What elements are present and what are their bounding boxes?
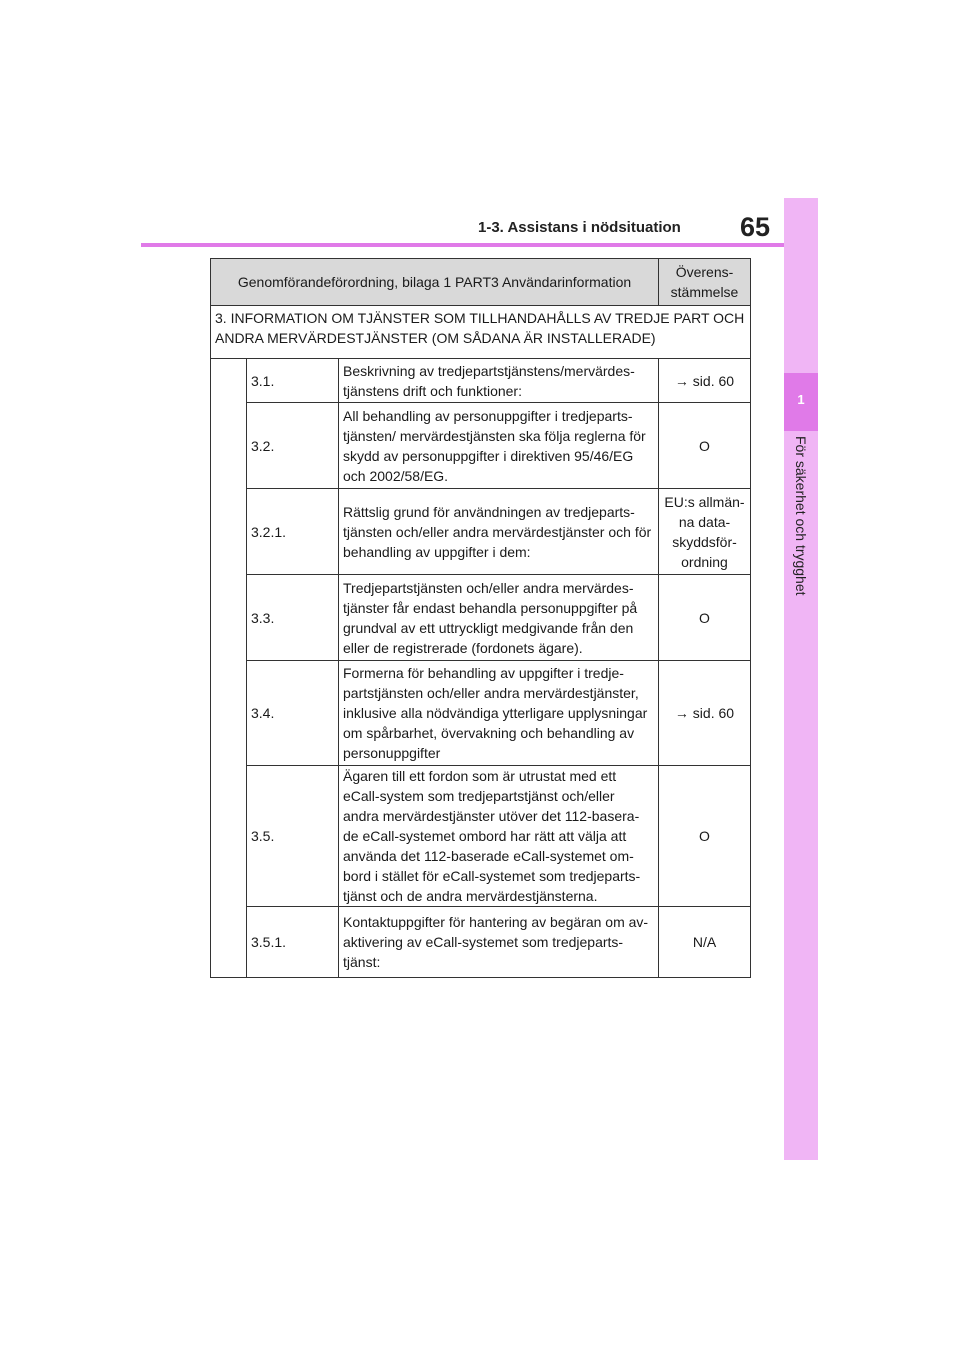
row-compliance: N/A xyxy=(659,907,751,978)
chapter-title: För säkerhet och trygghet xyxy=(793,436,809,596)
section-heading: 3. INFORMATION OM TJÄNSTER SOM TILLHANDAHÅLLS AV TREDJE PART OCH ANDRA MERVÄRDESTJÄNSTER (OM SÅDANA ÄR INSTALLERADE) xyxy=(211,306,751,359)
row-description: All behandling av personuppgifter i tredjeparts-tjänsten/ mervärdestjänsten ska följa reglerna för skydd av personuppgifter i direktiven 95/46/EG och 2002/58/EG. xyxy=(339,403,659,489)
row-description: Beskrivning av tredjepartstjänstens/mervärdes-tjänstens drift och funktioner: xyxy=(339,359,659,403)
header-rule xyxy=(141,243,784,247)
row-number: 3.2. xyxy=(247,403,339,489)
row-compliance: O xyxy=(659,403,751,489)
table-row xyxy=(211,489,751,575)
row-compliance: → sid. 60 xyxy=(659,359,751,403)
row-compliance: O xyxy=(659,575,751,661)
indent-cell xyxy=(211,359,247,978)
row-number: 3.5.1. xyxy=(247,907,339,978)
row-number: 3.4. xyxy=(247,661,339,766)
row-compliance: EU:s allmän- na data- skyddsför- ordning xyxy=(659,489,751,575)
table-row xyxy=(211,661,751,766)
chapter-side-tab xyxy=(784,198,818,1160)
page-number: 65 xyxy=(740,212,771,242)
table-row xyxy=(211,359,751,403)
row-compliance: → sid. 60 xyxy=(659,661,751,766)
row-description: Rättslig grund för användningen av tredjeparts-tjänsten och/eller andra mervärdestjänster och för behandling av uppgifter i dem: xyxy=(339,489,659,575)
row-number: 3.2.1. xyxy=(247,489,339,575)
row-compliance: O xyxy=(659,766,751,907)
row-description: Kontaktuppgifter för hantering av begäran om av-aktivering av eCall-systemet som tredjeparts-tjänst: xyxy=(339,907,659,978)
row-description: Tredjepartstjänsten och/eller andra mervärdes-tjänster får endast behandla personuppgifter på grundval av ett uttryckligt medgivande från den eller de registrerade (fordonets ägare). xyxy=(339,575,659,661)
section-heading-row xyxy=(211,306,751,359)
row-description: Ägaren till ett fordon som är utrustat med ett eCall-system som tredjepartstjänst och/eller andra mervärdestjänster utöver det 112-basera-de eCall-systemet ombord har rätt att välja att använda det 112-baserade eCall-systemet om-bord i stället för eCall-systemet som tredjeparts-tjänst och de andra mervärdestjänsterna. xyxy=(339,766,659,907)
table-row xyxy=(211,907,751,978)
chapter-number: 1 xyxy=(797,392,805,407)
section-title: 1-3. Assistans i nödsituation xyxy=(478,219,681,236)
row-description: Formerna för behandling av uppgifter i tredje-partstjänsten och/eller andra mervärdestjänster, inklusive alla nödvändiga ytterligare upplysningar om spårbarhet, övervakning och behandling av personuppgifter xyxy=(339,661,659,766)
row-number: 3.1. xyxy=(247,359,339,403)
row-number: 3.5. xyxy=(247,766,339,907)
row-number: 3.3. xyxy=(247,575,339,661)
information-table xyxy=(210,258,751,978)
header-compliance: Överens- stämmelse xyxy=(659,259,751,306)
table-row xyxy=(211,403,751,489)
header-description: Genomförandeförordning, bilaga 1 PART3 Användarinformation xyxy=(211,259,659,306)
table-header-row xyxy=(211,259,751,306)
table-row xyxy=(211,766,751,907)
table-row xyxy=(211,575,751,661)
